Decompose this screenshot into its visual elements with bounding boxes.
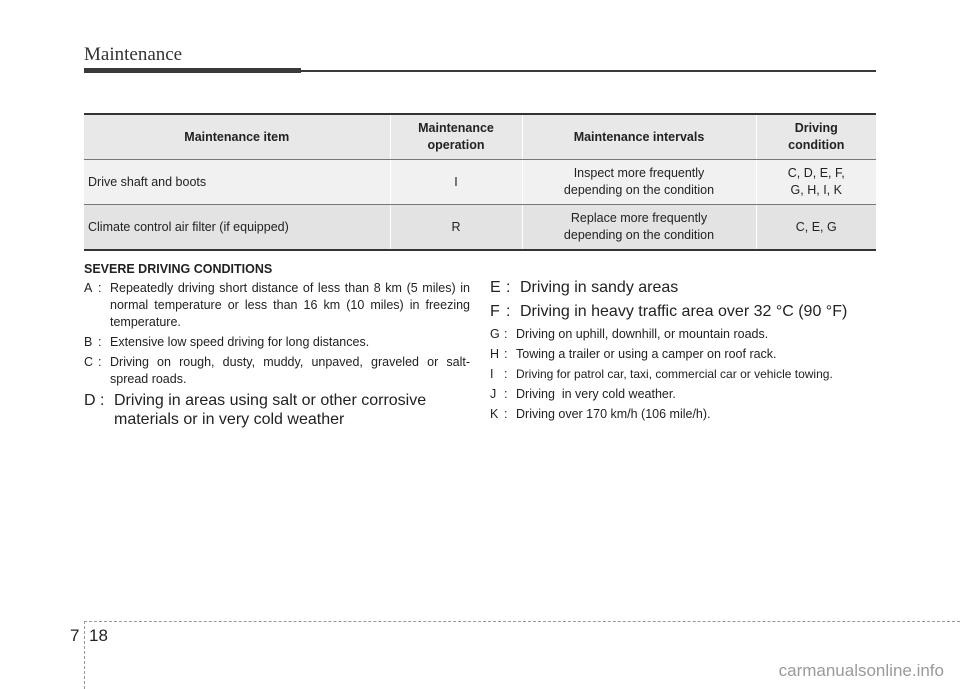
condition-item (490, 346, 890, 363)
condition-separator: : (504, 327, 508, 341)
conditions-right-column (490, 278, 890, 426)
table-header-row (84, 114, 876, 160)
condition-item (490, 366, 890, 383)
maintenance-item-cell: Drive shaft and boots (84, 160, 390, 205)
footer-rule (84, 621, 960, 622)
condition-text: Driving on rough, dusty, muddy, unpaved, graveled or salt-spread roads. (110, 355, 470, 386)
condition-text: Repeatedly driving short distance of less than 8 km (5 miles) in normal temperature or less than 16 km (10 miles) in freezing temperature. (110, 281, 470, 329)
driving-condition-cell: C, E, G (756, 205, 876, 251)
condition-text: Driving in areas using salt or other corrosive materials or in very cold weather (114, 392, 427, 428)
condition-item (84, 280, 470, 331)
conditions-left-column (84, 262, 470, 434)
condition-text: Driving over 170 km/h (106 mile/h). (516, 407, 711, 421)
condition-key: E (490, 279, 501, 296)
maintenance-table (84, 113, 876, 251)
condition-separator: : (100, 392, 105, 409)
condition-separator: : (504, 367, 508, 381)
condition-item (84, 354, 470, 388)
condition-key: D (84, 392, 96, 409)
column-header: Driving condition (756, 114, 876, 160)
condition-key: J (490, 387, 497, 401)
column-header: Maintenance item (84, 114, 390, 160)
condition-key: B (84, 335, 93, 349)
condition-item (84, 391, 470, 429)
condition-text: Driving in heavy traffic area over 32 °C (90 °F) (520, 303, 848, 320)
condition-separator: : (504, 407, 508, 421)
operation-cell: R (390, 205, 522, 251)
condition-text: Driving in sandy areas (520, 279, 679, 296)
interval-cell: Replace more frequently depending on the condition (522, 205, 756, 251)
condition-item (490, 386, 890, 403)
condition-key: C (84, 355, 94, 369)
condition-item (490, 302, 890, 321)
header-bar (84, 68, 301, 73)
condition-separator: : (98, 281, 102, 295)
operation-cell: I (390, 160, 522, 205)
condition-separator: : (504, 387, 508, 401)
condition-key: K (490, 407, 499, 421)
column-header: Maintenance intervals (522, 114, 756, 160)
condition-key: I (490, 367, 494, 381)
condition-key: F (490, 303, 500, 320)
condition-separator: : (506, 279, 511, 296)
condition-separator: : (98, 355, 102, 369)
table-row (84, 160, 876, 205)
condition-item (490, 278, 890, 297)
driving-condition-cell: C, D, E, F, G, H, I, K (756, 160, 876, 205)
condition-separator: : (98, 335, 102, 349)
condition-separator: : (506, 303, 511, 320)
watermark: carmanualsonline.info (778, 661, 944, 680)
page-section-number: 7 (70, 626, 80, 645)
page-number: 18 (89, 626, 108, 645)
interval-cell: Inspect more frequently depending on the condition (522, 160, 756, 205)
condition-item (84, 334, 470, 351)
condition-item (490, 326, 890, 343)
condition-text: Driving for patrol car, taxi, commercial car or vehicle towing. (516, 367, 833, 381)
condition-key: H (490, 347, 500, 361)
footer-divider (84, 621, 85, 689)
maintenance-item-cell: Climate control air filter (if equipped) (84, 205, 390, 251)
condition-text: Driving in very cold weather. (516, 387, 676, 401)
condition-item (490, 406, 890, 423)
section-title: Maintenance (84, 44, 183, 65)
column-header: Maintenance operation (390, 114, 522, 160)
condition-key: G (490, 327, 500, 341)
condition-text: Extensive low speed driving for long distances. (110, 335, 370, 349)
condition-text: Towing a trailer or using a camper on roof rack. (516, 347, 777, 361)
condition-text: Driving on uphill, downhill, or mountain roads. (516, 327, 769, 341)
condition-key: A (84, 281, 93, 295)
table-row (84, 205, 876, 251)
conditions-heading: SEVERE DRIVING CONDITIONS (84, 262, 273, 276)
header-rule (301, 70, 876, 72)
condition-separator: : (504, 347, 508, 361)
